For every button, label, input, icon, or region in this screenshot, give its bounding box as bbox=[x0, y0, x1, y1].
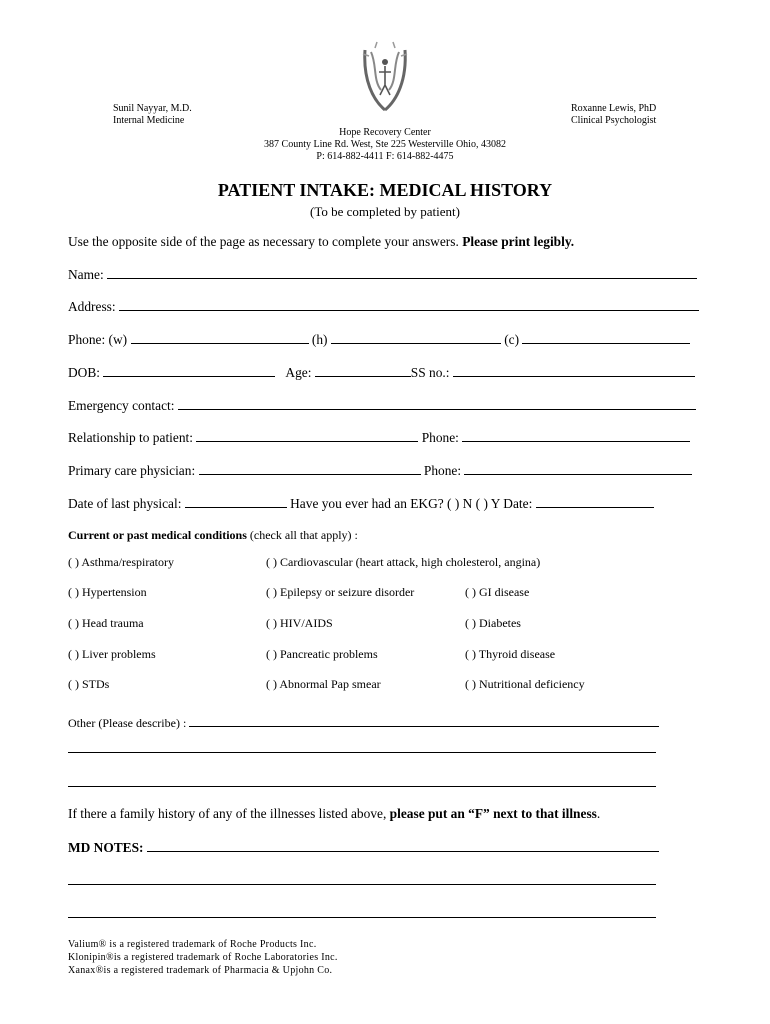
pcp-row bbox=[68, 462, 692, 479]
conditions-heading-rest: (check all that apply) : bbox=[249, 528, 358, 542]
phone-home-field[interactable] bbox=[331, 331, 501, 344]
clinic-phone: P: 614-882-4411 F: 614-882-4475 bbox=[316, 151, 454, 162]
relationship-phone-label: Phone: bbox=[421, 430, 459, 445]
phone-work-label: Phone: (w) bbox=[68, 332, 128, 347]
left-doctor-title: Internal Medicine bbox=[113, 115, 185, 126]
name-field[interactable] bbox=[107, 266, 697, 279]
relationship-row bbox=[68, 429, 690, 446]
relationship-phone-field[interactable] bbox=[462, 429, 690, 442]
conditions-heading-bold: Current or past medical conditions bbox=[68, 528, 247, 542]
condition-nutritional[interactable]: ( ) Nutritional deficiency bbox=[465, 677, 585, 691]
other-row bbox=[68, 716, 659, 731]
dob-row bbox=[68, 364, 695, 381]
condition-pancreatic[interactable]: ( ) Pancreatic problems bbox=[266, 647, 378, 661]
pcp-label: Primary care physician: bbox=[68, 463, 196, 478]
condition-liver[interactable]: ( ) Liver problems bbox=[68, 647, 156, 661]
left-doctor bbox=[113, 103, 192, 127]
right-doctor-title: Clinical Psychologist bbox=[571, 115, 657, 126]
trademark-klonipin: Klonipin®is a registered trademark of Roche Laboratories Inc. bbox=[68, 952, 338, 963]
relationship-label: Relationship to patient: bbox=[68, 430, 193, 445]
clinic-logo bbox=[355, 40, 415, 120]
ss-label: SS no.: bbox=[410, 365, 450, 380]
trademark-valium: Valium® is a registered trademark of Roche Products Inc. bbox=[68, 939, 317, 950]
phone-cell-label: (c) bbox=[504, 332, 520, 347]
instructions-bold: Please print legibly. bbox=[462, 234, 575, 249]
pcp-field[interactable] bbox=[199, 462, 421, 475]
dob-label: DOB: bbox=[68, 365, 100, 380]
condition-hiv[interactable]: ( ) HIV/AIDS bbox=[266, 616, 333, 630]
phone-home-label: (h) bbox=[311, 332, 328, 347]
trademark-xanax: Xanax®is a registered trademark of Pharmacia & Upjohn Co. bbox=[68, 965, 333, 976]
pcp-phone-label: Phone: bbox=[423, 463, 462, 478]
other-line-2[interactable] bbox=[68, 752, 656, 753]
name-label: Name: bbox=[68, 267, 104, 282]
logo-graphic bbox=[355, 40, 415, 120]
emergency-row bbox=[68, 397, 696, 414]
age-label: Age: bbox=[285, 365, 312, 380]
physical-row bbox=[68, 495, 654, 512]
last-physical-field[interactable] bbox=[185, 495, 287, 508]
phone-work-field[interactable] bbox=[131, 331, 309, 344]
dob-field[interactable] bbox=[103, 364, 275, 377]
md-notes-row bbox=[68, 839, 659, 856]
condition-asthma[interactable]: ( ) Asthma/respiratory bbox=[68, 555, 174, 569]
right-doctor-name: Roxanne Lewis, PhD bbox=[571, 103, 657, 114]
page-title: PATIENT INTAKE: MEDICAL HISTORY bbox=[217, 180, 553, 200]
md-notes-line-3[interactable] bbox=[68, 917, 656, 918]
md-notes-field[interactable] bbox=[147, 839, 659, 852]
emergency-label: Emergency contact: bbox=[68, 398, 175, 413]
page-subtitle: (To be completed by patient) bbox=[310, 204, 460, 219]
condition-hypertension[interactable]: ( ) Hypertension bbox=[68, 585, 147, 599]
left-doctor-name: Sunil Nayyar, M.D. bbox=[113, 103, 192, 114]
name-row bbox=[68, 266, 697, 283]
trademark-footer bbox=[68, 938, 338, 977]
md-notes-line-2[interactable] bbox=[68, 884, 656, 885]
condition-gi[interactable]: ( ) GI disease bbox=[465, 585, 530, 599]
other-label: Other (Please describe) : bbox=[68, 716, 187, 730]
condition-head-trauma[interactable]: ( ) Head trauma bbox=[68, 616, 144, 630]
age-field[interactable] bbox=[315, 364, 411, 377]
address-field[interactable] bbox=[119, 298, 699, 311]
address-row bbox=[68, 298, 699, 315]
condition-epilepsy[interactable]: ( ) Epilepsy or seizure disorder bbox=[266, 585, 415, 599]
md-notes-label: MD NOTES: bbox=[68, 840, 144, 855]
clinic-info bbox=[0, 127, 770, 163]
family-history-text: If there a family history of any of the illnesses listed above, bbox=[68, 806, 387, 821]
ss-field[interactable] bbox=[453, 364, 695, 377]
ekg-label: Have you ever had an EKG? ( ) N ( ) Y Date: bbox=[290, 496, 533, 511]
phone-cell-field[interactable] bbox=[522, 331, 690, 344]
condition-thyroid[interactable]: ( ) Thyroid disease bbox=[465, 647, 556, 661]
ekg-date-field[interactable] bbox=[536, 495, 654, 508]
phone-row bbox=[68, 331, 690, 348]
family-history-note bbox=[68, 806, 600, 822]
emergency-field[interactable] bbox=[178, 397, 696, 410]
other-field[interactable] bbox=[189, 716, 659, 727]
address-label: Address: bbox=[68, 299, 116, 314]
other-line-3[interactable] bbox=[68, 786, 656, 787]
instructions-text: Use the opposite side of the page as necessary to complete your answers. bbox=[68, 234, 459, 249]
clinic-name: Hope Recovery Center bbox=[339, 127, 431, 138]
instructions bbox=[68, 234, 574, 250]
relationship-field[interactable] bbox=[196, 429, 418, 442]
conditions-heading bbox=[68, 528, 358, 543]
pcp-phone-field[interactable] bbox=[464, 462, 692, 475]
right-doctor bbox=[571, 103, 656, 127]
last-physical-label: Date of last physical: bbox=[68, 496, 182, 511]
family-history-bold: please put an “F” next to that illness bbox=[389, 806, 597, 821]
condition-pap-smear[interactable]: ( ) Abnormal Pap smear bbox=[266, 677, 381, 691]
family-history-end: . bbox=[596, 806, 601, 821]
condition-stds[interactable]: ( ) STDs bbox=[68, 677, 110, 691]
condition-cardiovascular[interactable]: ( ) Cardiovascular (heart attack, high cholesterol, angina) bbox=[266, 555, 541, 569]
clinic-address: 387 County Line Rd. West, Ste 225 Westerville Ohio, 43082 bbox=[264, 139, 506, 150]
condition-diabetes[interactable]: ( ) Diabetes bbox=[465, 616, 521, 630]
